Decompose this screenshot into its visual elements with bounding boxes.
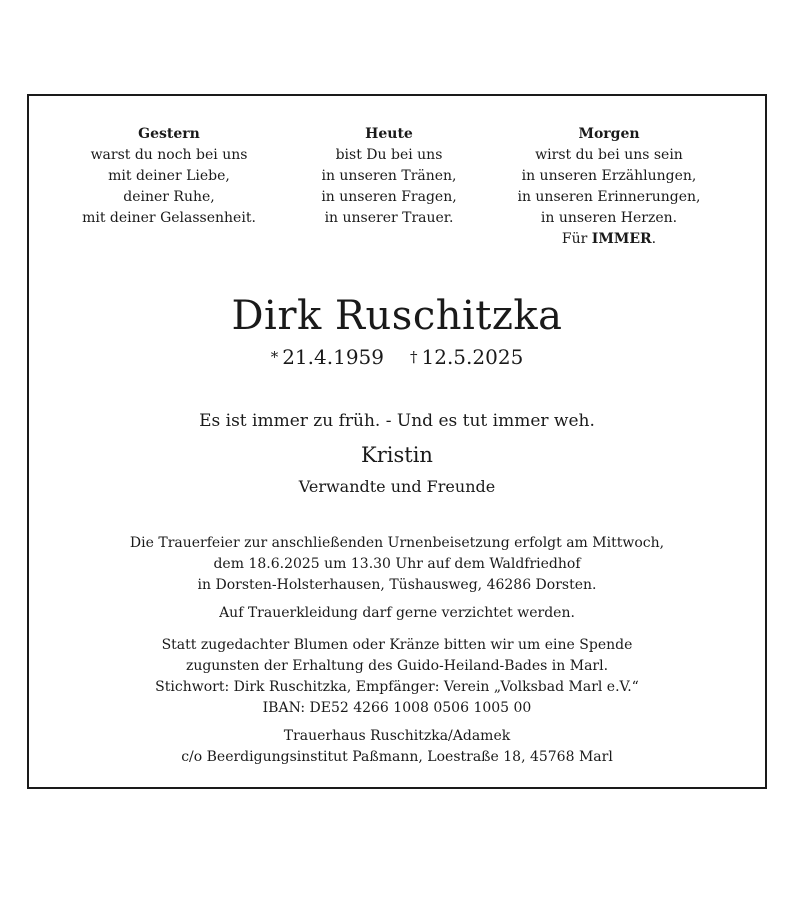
donation-line: Statt zugedachter Blumen oder Kränze bitten wir um eine Spende bbox=[161, 637, 633, 653]
poem-line: in unseren Erzählungen, bbox=[521, 168, 697, 184]
poem-column-yesterday bbox=[54, 124, 284, 229]
obituary-notice bbox=[27, 94, 767, 789]
ceremony-line: dem 18.6.2025 um 13.30 Uhr auf dem Waldfriedhof bbox=[213, 556, 581, 572]
poem-line: deiner Ruhe, bbox=[123, 189, 215, 205]
mourner-name: Kristin bbox=[361, 443, 433, 467]
birth-date: 21.4.1959 bbox=[282, 345, 384, 369]
ceremony-line: in Dorsten-Holsterhausen, Tüshausweg, 46286 Dorsten. bbox=[197, 577, 597, 593]
poem-line: in unseren Tränen, bbox=[321, 168, 457, 184]
donation-iban: IBAN: DE52 4266 1008 0506 1005 00 bbox=[262, 700, 532, 716]
ceremony-details bbox=[29, 533, 765, 596]
memorial-quote: Es ist immer zu früh. - Und es tut immer weh. bbox=[199, 411, 595, 431]
forever-prefix: Für bbox=[561, 231, 588, 247]
poem-line-forever bbox=[494, 229, 724, 250]
poem-line: in unseren Herzen. bbox=[540, 210, 678, 226]
undertaker-line: c/o Beerdigungsinstitut Paßmann, Loestraße 18, 45768 Marl bbox=[181, 749, 613, 765]
birth-star-icon: * bbox=[270, 348, 279, 366]
forever-word: IMMER bbox=[591, 231, 652, 247]
poem-line: in unseren Erinnerungen, bbox=[517, 189, 701, 205]
poem-column-today bbox=[274, 124, 504, 229]
deceased-name: Dirk Ruschitzka bbox=[231, 293, 563, 339]
poem-title-yesterday: Gestern bbox=[138, 126, 200, 142]
donation-line: zugunsten der Erhaltung des Guido-Heiland-Bades in Marl. bbox=[185, 658, 609, 674]
poem-column-tomorrow bbox=[494, 124, 724, 250]
attire-line: Auf Trauerkleidung darf gerne verzichtet werden. bbox=[219, 605, 575, 621]
ceremony-line: Die Trauerfeier zur anschließenden Urnenbeisetzung erfolgt am Mittwoch, bbox=[129, 535, 665, 551]
death-cross-icon: † bbox=[410, 348, 418, 366]
undertaker-line: Trauerhaus Ruschitzka/Adamek bbox=[283, 728, 511, 744]
death-date: 12.5.2025 bbox=[421, 345, 524, 369]
poem-title-today: Heute bbox=[365, 126, 413, 142]
poem-line: warst du noch bei uns bbox=[90, 147, 248, 163]
donation-details bbox=[29, 635, 765, 719]
donation-line: Stichwort: Dirk Ruschitzka, Empfänger: Verein „Volksbad Marl e.V.“ bbox=[155, 679, 639, 695]
poem-line: wirst du bei uns sein bbox=[535, 147, 683, 163]
undertaker-details bbox=[29, 726, 765, 768]
poem-line: mit deiner Liebe, bbox=[108, 168, 230, 184]
poem-line: in unseren Fragen, bbox=[321, 189, 457, 205]
relatives-line: Verwandte und Freunde bbox=[298, 477, 496, 496]
poem-line: mit deiner Gelassenheit. bbox=[82, 210, 256, 226]
forever-suffix: . bbox=[651, 231, 657, 247]
poem-line: in unserer Trauer. bbox=[324, 210, 454, 226]
life-dates bbox=[29, 344, 765, 370]
poem-line: bist Du bei uns bbox=[335, 147, 443, 163]
attire-note bbox=[29, 603, 765, 624]
poem-title-tomorrow: Morgen bbox=[578, 126, 640, 142]
